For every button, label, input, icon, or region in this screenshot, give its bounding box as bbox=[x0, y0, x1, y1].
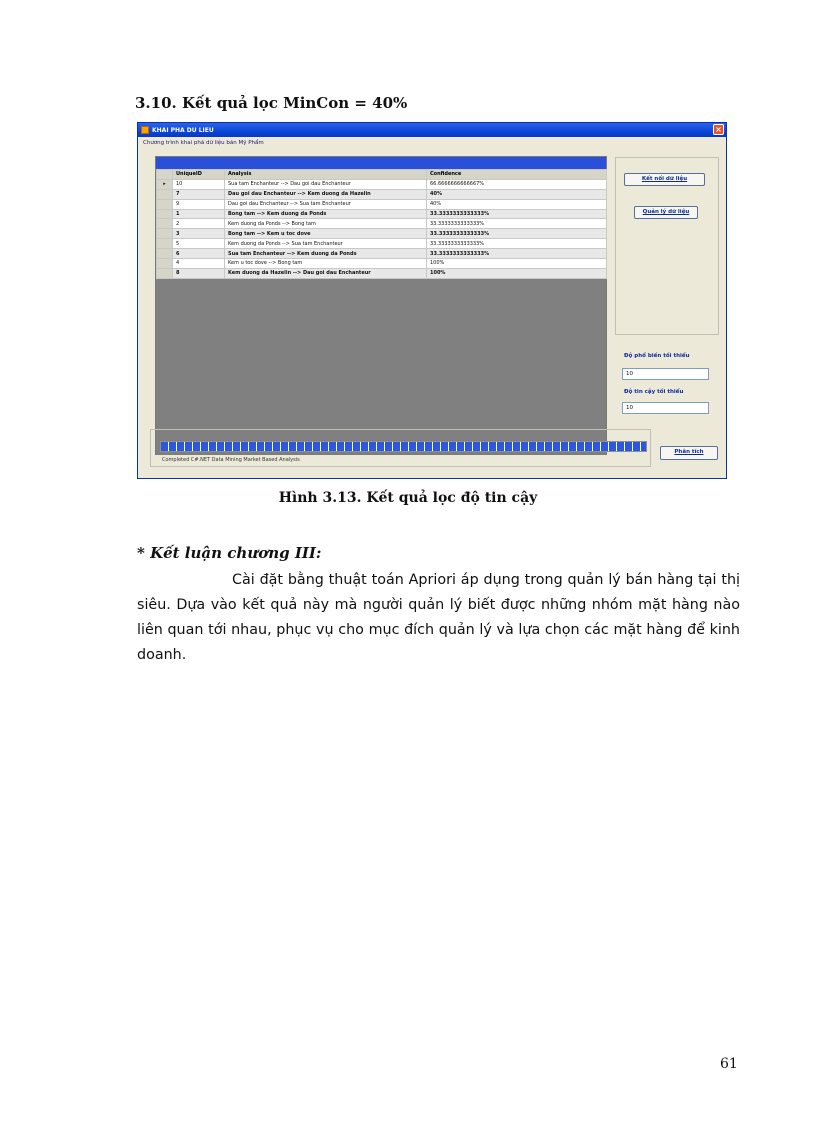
row-selector[interactable] bbox=[157, 268, 173, 278]
row-selector[interactable] bbox=[157, 239, 173, 249]
cell-analysis: Sua tam Enchanteur --> Dau goi dau Enchanteur bbox=[225, 179, 427, 189]
cell-analysis: Dau goi dau Enchanteur --> Sua tam Enchanteur bbox=[225, 199, 427, 209]
cell-uniqueid: 5 bbox=[173, 239, 225, 249]
cell-uniqueid: 2 bbox=[173, 219, 225, 229]
table-row[interactable] bbox=[157, 229, 607, 239]
cell-analysis: Dau goi dau Enchanteur --> Kem duong da Hazelin bbox=[225, 189, 427, 199]
min-support-input[interactable]: 10 bbox=[622, 368, 709, 380]
table-row[interactable] bbox=[157, 239, 607, 249]
window-subtitle: Chương trình khai phá dữ liệu bán Mỹ Phẩm bbox=[143, 140, 264, 146]
min-support-label: Độ phổ biến tối thiểu bbox=[624, 353, 690, 359]
row-selector[interactable] bbox=[157, 229, 173, 239]
grid-caption-bar bbox=[156, 157, 606, 169]
min-confidence-label: Độ tin cậy tối thiểu bbox=[624, 389, 684, 395]
conclusion-text: Cài đặt bằng thuật toán Apriori áp dụng trong quản lý bán hàng tại thị siêu. Dựa vào kết quả này mà người quản lý biết được những nhóm mặt hàng nào liên quan tới nhau, phục vụ cho mục đích quản lý và lựa chọn các mặt hàng để kinh doanh. bbox=[137, 572, 740, 663]
cell-confidence: 33.3333333333333% bbox=[427, 229, 607, 239]
cell-confidence: 100% bbox=[427, 259, 607, 269]
cell-confidence: 66.6666666666667% bbox=[427, 179, 607, 189]
cell-confidence: 40% bbox=[427, 189, 607, 199]
connect-data-button[interactable]: Kết nối dữ liệu bbox=[624, 173, 705, 186]
status-text: Completed C#.NET Data Mining Market Based Analysis bbox=[162, 457, 300, 463]
table-row[interactable] bbox=[157, 249, 607, 259]
progress-fill bbox=[161, 442, 646, 451]
cell-analysis: Bong tam --> Kem duong da Ponds bbox=[225, 209, 427, 219]
cell-uniqueid: 6 bbox=[173, 249, 225, 259]
row-selector[interactable] bbox=[157, 199, 173, 209]
cell-confidence: 33.3333333333333% bbox=[427, 239, 607, 249]
current-row-indicator-icon[interactable]: ▸ bbox=[157, 179, 173, 189]
row-selector-header bbox=[157, 170, 173, 180]
manage-data-button[interactable]: Quản lý dữ liệu bbox=[634, 206, 698, 219]
column-header-uniqueid[interactable]: UniqueID bbox=[173, 170, 225, 180]
grid-body bbox=[157, 179, 607, 278]
cell-confidence: 40% bbox=[427, 199, 607, 209]
progress-bar bbox=[160, 441, 647, 452]
table-row[interactable] bbox=[157, 179, 607, 189]
conclusion-paragraph bbox=[137, 568, 740, 668]
row-selector[interactable] bbox=[157, 259, 173, 269]
window-titlebar bbox=[138, 123, 726, 137]
figure-caption: Hình 3.13. Kết quả lọc độ tin cậy bbox=[278, 490, 538, 506]
cell-uniqueid: 10 bbox=[173, 179, 225, 189]
table-row[interactable] bbox=[157, 199, 607, 209]
min-confidence-input[interactable]: 10 bbox=[622, 402, 709, 414]
cell-confidence: 33.3333333333333% bbox=[427, 219, 607, 229]
table-row[interactable] bbox=[157, 189, 607, 199]
cell-analysis: Kem duong da Hazelin --> Dau goi dau Enchanteur bbox=[225, 268, 427, 278]
conclusion-heading: * Kết luận chương III: bbox=[137, 544, 322, 562]
cell-analysis: Kem duong da Ponds --> Sua tam Enchanteur bbox=[225, 239, 427, 249]
cell-analysis: Kem duong da Ponds --> Bong tam bbox=[225, 219, 427, 229]
row-selector[interactable] bbox=[157, 189, 173, 199]
cell-analysis: Kem u toc dove --> Bong tam bbox=[225, 259, 427, 269]
column-header-analysis[interactable]: Analysis bbox=[225, 170, 427, 180]
table-row[interactable] bbox=[157, 219, 607, 229]
row-selector[interactable] bbox=[157, 249, 173, 259]
section-heading: 3.10. Kết quả lọc MinCon = 40% bbox=[135, 94, 408, 112]
cell-uniqueid: 9 bbox=[173, 199, 225, 209]
cell-uniqueid: 7 bbox=[173, 189, 225, 199]
table-row[interactable] bbox=[157, 268, 607, 278]
close-icon[interactable]: × bbox=[713, 124, 724, 135]
cell-confidence: 33.3333333333333% bbox=[427, 209, 607, 219]
cell-analysis: Sua tam Enchanteur --> Kem duong da Ponds bbox=[225, 249, 427, 259]
results-table bbox=[156, 169, 607, 279]
page-number: 61 bbox=[720, 1056, 738, 1072]
table-row[interactable] bbox=[157, 209, 607, 219]
column-header-confidence[interactable]: Confidence bbox=[427, 170, 607, 180]
cell-analysis: Bong tam --> Kem u toc dove bbox=[225, 229, 427, 239]
analyze-button[interactable]: Phân tích bbox=[660, 446, 718, 460]
cell-uniqueid: 3 bbox=[173, 229, 225, 239]
cell-confidence: 100% bbox=[427, 268, 607, 278]
row-selector[interactable] bbox=[157, 209, 173, 219]
results-grid[interactable] bbox=[155, 156, 607, 455]
app-icon bbox=[141, 126, 149, 134]
table-row[interactable] bbox=[157, 259, 607, 269]
app-window bbox=[137, 122, 727, 479]
cell-uniqueid: 1 bbox=[173, 209, 225, 219]
cell-confidence: 33.3333333333333% bbox=[427, 249, 607, 259]
window-title: KHAI PHA DU LIEU bbox=[152, 126, 214, 134]
row-selector[interactable] bbox=[157, 219, 173, 229]
cell-uniqueid: 4 bbox=[173, 259, 225, 269]
cell-uniqueid: 8 bbox=[173, 268, 225, 278]
